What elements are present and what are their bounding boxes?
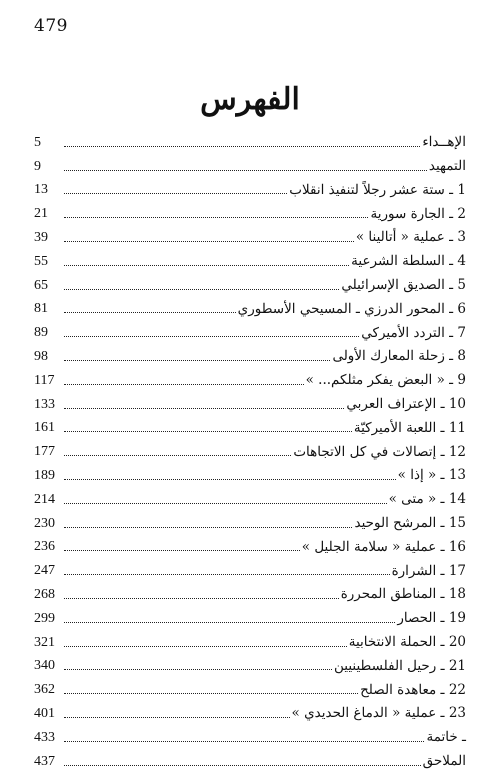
toc-entry-page: 236 (34, 539, 55, 555)
toc-entry-page: 89 (34, 325, 48, 341)
toc-entry-page: 321 (34, 634, 55, 650)
dotted-leader (64, 740, 424, 742)
page-title: الفهرس (200, 82, 300, 117)
dotted-leader (64, 764, 421, 766)
toc-entry-page: 133 (34, 396, 55, 412)
dotted-leader (64, 311, 236, 313)
dotted-leader (64, 502, 387, 504)
toc-entry-title: 10 ـ الإعتراف العربي (346, 396, 466, 413)
toc-entry-page: 65 (34, 277, 48, 293)
toc-entry-page: 39 (34, 229, 48, 245)
dotted-leader (64, 240, 354, 242)
toc-entry (34, 366, 466, 390)
toc-entry-page: 401 (34, 705, 55, 721)
toc-entry-page: 13 (34, 182, 48, 198)
toc-entry-page: 177 (34, 444, 55, 460)
dotted-leader (64, 335, 359, 337)
dotted-leader (64, 454, 291, 456)
toc-entry-title: 6 ـ المحور الدرزي ـ المسيحي الأسطوري (237, 300, 466, 317)
dotted-leader (64, 478, 396, 480)
table-of-contents (34, 128, 466, 771)
toc-entry (34, 580, 466, 604)
toc-entry (34, 533, 466, 557)
toc-entry (34, 437, 466, 461)
toc-entry (34, 675, 466, 699)
toc-entry-title: الإهــداء (422, 134, 466, 151)
toc-entry-page: 117 (34, 372, 55, 388)
dotted-leader (64, 692, 358, 694)
toc-entry-page: 81 (34, 301, 48, 317)
toc-entry (34, 247, 466, 271)
toc-entry-page: 55 (34, 253, 48, 269)
dotted-leader (64, 621, 395, 623)
dotted-leader (64, 192, 287, 194)
toc-entry (34, 556, 466, 580)
toc-entry-title: الملاحق (422, 753, 466, 770)
toc-entry-title: 21 ـ رحيل الفلسطينيين (333, 657, 466, 674)
toc-entry-title: التمهيد (428, 158, 466, 175)
dotted-leader (64, 407, 344, 409)
toc-entry (34, 342, 466, 366)
toc-entry (34, 223, 466, 247)
toc-entry-page: 5 (34, 134, 41, 150)
toc-entry-title: 7 ـ التردد الأميركي (361, 324, 466, 341)
toc-entry-title: 23 ـ عملية « الدماغ الحديدي » (291, 705, 466, 722)
toc-entry (34, 414, 466, 438)
toc-entry (34, 723, 466, 747)
toc-entry (34, 461, 466, 485)
dotted-leader (64, 645, 347, 647)
toc-entry-title: 16 ـ عملية « سلامة الجليل » (301, 538, 466, 555)
toc-entry-title: 11 ـ اللعبة الأميركيّة (353, 419, 466, 436)
toc-entry-page: 214 (34, 491, 55, 507)
toc-entry (34, 295, 466, 319)
toc-entry-title: 12 ـ إتصالات في كل الاتجاهات (293, 443, 466, 460)
toc-entry-title: 14 ـ « متى » (388, 491, 466, 508)
dotted-leader (64, 145, 420, 147)
toc-entry-title: 9 ـ « البعض يفكر مثلكم... » (305, 372, 466, 389)
toc-entry (34, 485, 466, 509)
toc-entry-title: 19 ـ الحصار (397, 610, 466, 627)
dotted-leader (64, 549, 300, 551)
toc-entry-title: 15 ـ المرشح الوحيد (354, 515, 466, 532)
dotted-leader (64, 573, 390, 575)
toc-entry-title: 17 ـ الشرارة (391, 562, 466, 579)
toc-entry-title: 1 ـ ستة عشر رجلاً لتنفيذ انقلاب (289, 181, 466, 198)
toc-entry-title: 4 ـ السلطة الشرعية (351, 253, 466, 270)
dotted-leader (64, 216, 368, 218)
dotted-leader (64, 668, 332, 670)
toc-entry-title: 22 ـ معاهدة الصلح (360, 681, 466, 698)
dotted-leader (64, 716, 290, 718)
toc-entry-page: 230 (34, 515, 55, 531)
toc-entry (34, 509, 466, 533)
toc-entry (34, 199, 466, 223)
toc-entry-page: 437 (34, 753, 55, 769)
toc-entry (34, 128, 466, 152)
toc-entry (34, 747, 466, 771)
dotted-leader (64, 288, 339, 290)
toc-entry-page: 299 (34, 610, 55, 626)
toc-entry (34, 699, 466, 723)
toc-entry (34, 318, 466, 342)
dotted-leader (64, 359, 330, 361)
toc-entry-title: 13 ـ « إذا » (397, 467, 466, 484)
dotted-leader (64, 597, 339, 599)
toc-entry-title: 20 ـ الحملة الانتخابية (348, 634, 466, 651)
toc-entry (34, 390, 466, 414)
toc-entry-title: 8 ـ زحلة المعارك الأولى (332, 348, 466, 365)
page-number: 479 (34, 16, 68, 36)
toc-entry-page: 98 (34, 348, 48, 364)
toc-entry-page: 189 (34, 467, 55, 483)
toc-entry-page: 362 (34, 682, 55, 698)
dotted-leader (64, 264, 349, 266)
toc-entry-title: 3 ـ عملية « أتالينا » (355, 229, 466, 246)
toc-entry-page: 268 (34, 586, 55, 602)
dotted-leader (64, 430, 352, 432)
toc-entry-page: 21 (34, 206, 48, 222)
toc-entry (34, 652, 466, 676)
toc-entry-title: 2 ـ الجارة سورية (370, 205, 466, 222)
toc-entry-page: 340 (34, 658, 55, 674)
toc-entry (34, 628, 466, 652)
toc-entry (34, 271, 466, 295)
toc-entry (34, 176, 466, 200)
toc-entry-title: 18 ـ المناطق المحررة (340, 586, 466, 603)
toc-entry-page: 433 (34, 729, 55, 745)
dotted-leader (64, 383, 304, 385)
toc-entry-title: ـ خاتمة (426, 729, 466, 746)
toc-entry-page: 161 (34, 420, 55, 436)
dotted-leader (64, 169, 427, 171)
toc-entry (34, 604, 466, 628)
toc-entry (34, 152, 466, 176)
toc-entry-title: 5 ـ الصديق الإسرائيلي (341, 277, 466, 294)
toc-entry-page: 9 (34, 158, 41, 174)
dotted-leader (64, 526, 352, 528)
toc-entry-page: 247 (34, 563, 55, 579)
